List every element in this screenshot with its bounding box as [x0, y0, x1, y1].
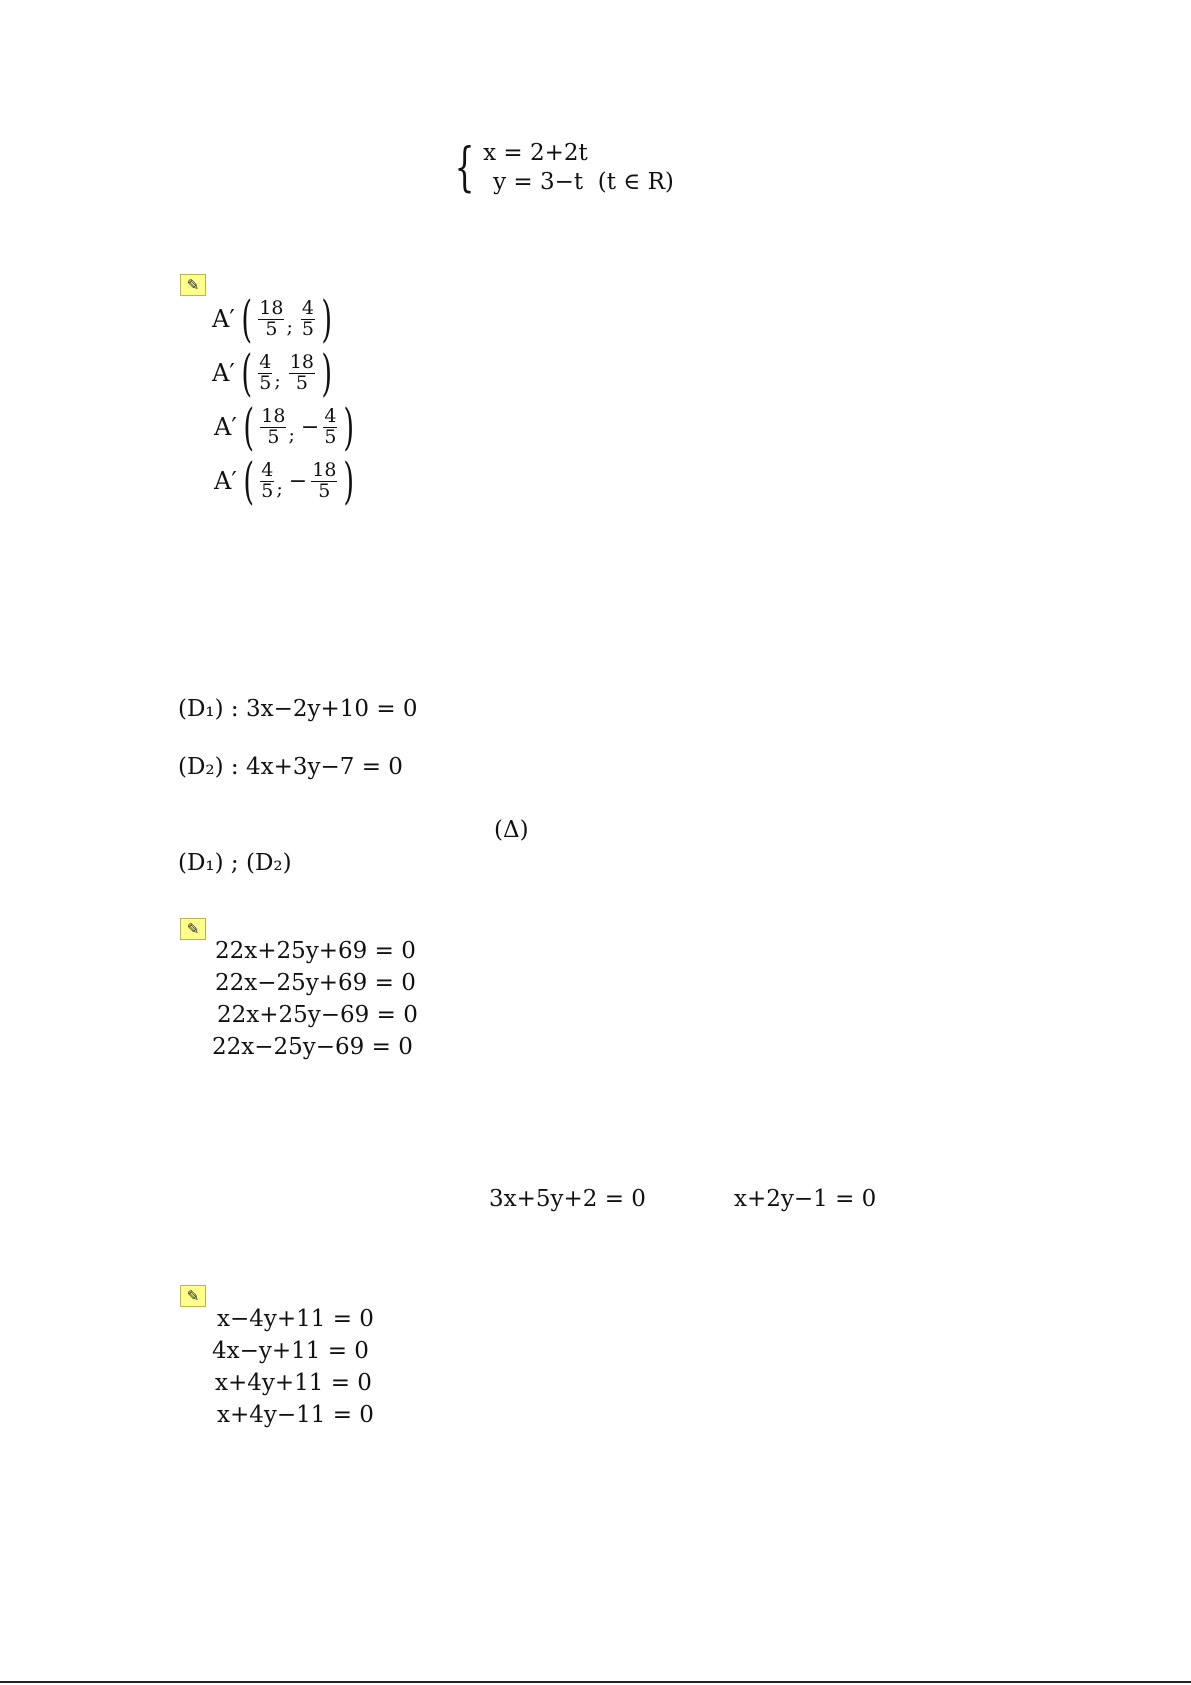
choice-marker-icon[interactable]: ✎ — [180, 918, 206, 940]
left-brace: { — [454, 138, 475, 198]
line-pair: (D₁) ; (D₂) — [178, 850, 292, 876]
option-q3-d[interactable]: x+4y−11 = 0 — [217, 1402, 374, 1428]
point-label: A′ — [214, 413, 237, 441]
option-q2-c[interactable]: 22x+25y−69 = 0 — [217, 1002, 418, 1028]
fraction-a: $\frac{18}{5}$ — [261, 404, 286, 448]
option-q1-d[interactable]: A′ ( $\frac{4}{5}$ ; − $\frac{18}{5}$ ) — [214, 452, 355, 510]
fraction-a: $\frac{4}{5}$ — [261, 458, 274, 502]
option-q2-b[interactable]: 22x−25y+69 = 0 — [215, 970, 416, 996]
system-lines — [483, 142, 588, 194]
fraction-a: $\frac{18}{5}$ — [259, 296, 284, 340]
minus-sign: − — [288, 468, 308, 494]
system-line-x: x = 2+2t — [483, 140, 588, 166]
option-q3-b[interactable]: 4x−y+11 = 0 — [212, 1338, 369, 1364]
fraction-b: $\frac{18}{5}$ — [312, 458, 337, 502]
fraction-b: $\frac{4}{5}$ — [324, 404, 337, 448]
point-label: A′ — [212, 359, 235, 387]
minus-sign: − — [300, 414, 320, 440]
fraction-b: $\frac{18}{5}$ — [289, 350, 314, 394]
line-d1-equation: (D₁) : 3x−2y+10 = 0 — [178, 696, 418, 722]
line-d2-equation: (D₂) : 4x+3y−7 = 0 — [178, 754, 403, 780]
option-q3-a[interactable]: x−4y+11 = 0 — [217, 1306, 374, 1332]
point-label: A′ — [214, 467, 237, 495]
option-q1-b[interactable]: A′ ( $\frac{4}{5}$ ; $\frac{18}{5}$ ) — [212, 344, 333, 402]
system-condition: (t ∈ R) — [597, 169, 674, 195]
option-q2-a[interactable]: 22x+25y+69 = 0 — [215, 938, 416, 964]
option-q1-a[interactable]: A′ ( $\frac{18}{5}$ ; $\frac{4}{5}$ ) — [212, 290, 333, 348]
option-q1-c[interactable]: A′ ( $\frac{18}{5}$ ; − $\frac{4}{5}$ ) — [214, 398, 355, 456]
fraction-b: $\frac{4}{5}$ — [301, 296, 314, 340]
option-q2-d[interactable]: 22x−25y−69 = 0 — [212, 1034, 413, 1060]
page-bottom-rule — [0, 1681, 1191, 1683]
system-line-y: y = 3−t — [493, 169, 584, 195]
point-label: A′ — [212, 305, 235, 333]
delta-symbol: (Δ) — [494, 817, 529, 843]
choice-marker-icon[interactable]: ✎ — [180, 274, 206, 296]
line-equation-1: 3x+5y+2 = 0 — [489, 1186, 646, 1212]
option-q3-c[interactable]: x+4y+11 = 0 — [215, 1370, 372, 1396]
parametric-system — [448, 138, 674, 198]
fraction-a: $\frac{4}{5}$ — [259, 350, 272, 394]
line-equation-2: x+2y−1 = 0 — [734, 1186, 877, 1212]
choice-marker-icon[interactable]: ✎ — [180, 1285, 206, 1307]
